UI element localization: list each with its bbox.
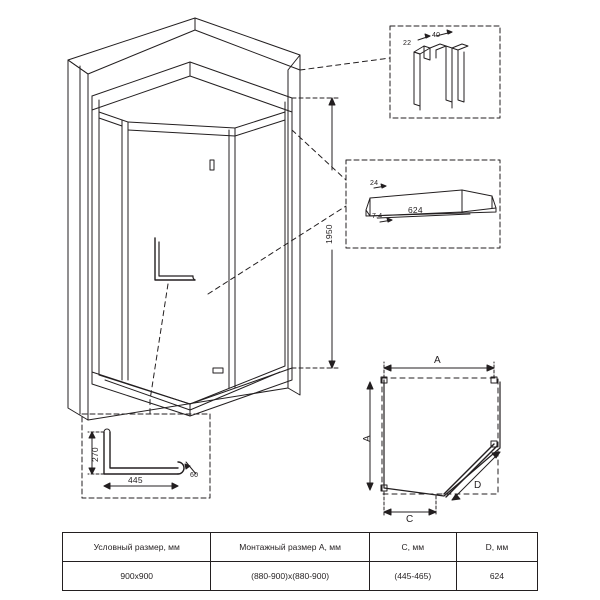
table-header-cell: D, мм xyxy=(456,533,537,562)
dim-label-detail-d: 7,4 xyxy=(372,213,383,220)
dim-label-rail-width: 624 xyxy=(408,205,423,215)
dim-label-handle-length: 445 xyxy=(128,475,143,485)
specification-table xyxy=(62,532,538,591)
plan-label-a-left: A xyxy=(362,435,373,442)
table-cell: 624 xyxy=(456,562,537,591)
table-header-cell: Монтажный размер A, мм xyxy=(211,533,369,562)
enclosure-3d-view xyxy=(68,18,300,420)
dim-label-detail-c: 22 xyxy=(403,40,412,47)
dim-label-detail-a: 40 xyxy=(432,32,441,39)
plan-label-c: C xyxy=(406,514,414,525)
plan-view xyxy=(367,362,500,516)
table-header-row xyxy=(63,533,538,562)
table-header-cell: C, мм xyxy=(369,533,456,562)
table-cell: 900x900 xyxy=(63,562,211,591)
table-cell: (880-900)x(880-900) xyxy=(211,562,369,591)
dim-label-handle-height: 270 xyxy=(90,447,100,462)
dim-label-height: 1950 xyxy=(324,224,334,244)
dim-label-detail-b: 24 xyxy=(370,180,379,187)
table-cell: (445-465) xyxy=(369,562,456,591)
detail-handle xyxy=(82,414,210,498)
table-row xyxy=(63,562,538,591)
detail-top-rail xyxy=(346,160,500,248)
table-header-cell: Условный размер, мм xyxy=(63,533,211,562)
dim-label-handle-offset: 60 xyxy=(190,472,199,479)
plan-label-a-top: A xyxy=(434,355,441,366)
plan-label-d: D xyxy=(474,480,482,491)
